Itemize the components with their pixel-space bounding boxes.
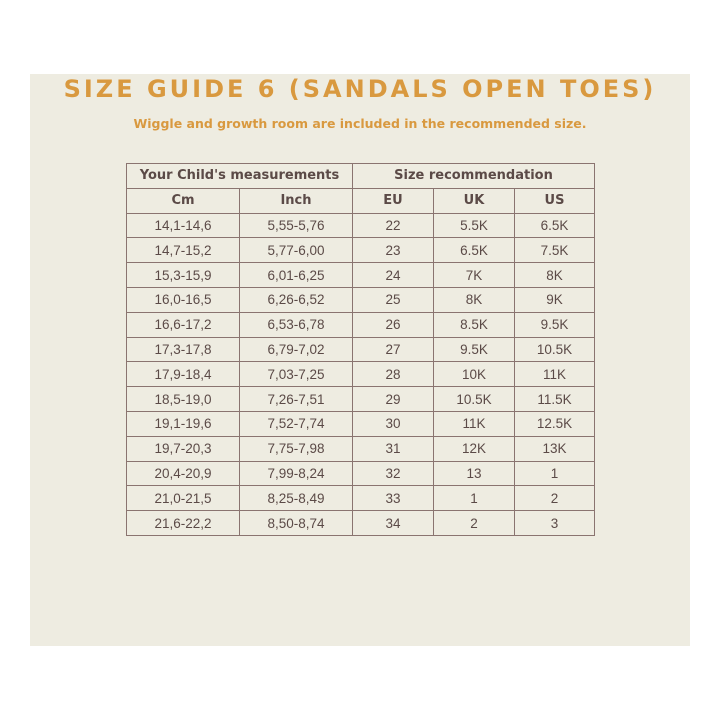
cell-inch: 8,25-8,49 [240, 486, 353, 511]
size-table-body [127, 213, 595, 535]
cell-eu: 25 [353, 287, 434, 312]
cell-us: 9K [515, 287, 595, 312]
cell-eu: 23 [353, 238, 434, 263]
cell-cm: 14,1-14,6 [127, 213, 240, 238]
cell-cm: 21,6-22,2 [127, 511, 240, 536]
cell-us: 11K [515, 362, 595, 387]
column-header-row [127, 188, 595, 213]
cell-us: 8K [515, 263, 595, 288]
cell-uk: 1 [434, 486, 515, 511]
table-row [127, 213, 595, 238]
table-row [127, 486, 595, 511]
cell-us: 3 [515, 511, 595, 536]
cell-cm: 17,3-17,8 [127, 337, 240, 362]
cell-eu: 22 [353, 213, 434, 238]
group-header-size-recommendation: Size recommendation [353, 164, 595, 189]
column-header-uk: UK [434, 188, 515, 213]
cell-inch: 6,79-7,02 [240, 337, 353, 362]
cell-inch: 6,01-6,25 [240, 263, 353, 288]
column-header-us: US [515, 188, 595, 213]
table-row [127, 287, 595, 312]
table-row [127, 436, 595, 461]
cell-us: 10.5K [515, 337, 595, 362]
cell-uk: 8.5K [434, 312, 515, 337]
cell-uk: 6.5K [434, 238, 515, 263]
table-row [127, 461, 595, 486]
cell-inch: 7,03-7,25 [240, 362, 353, 387]
cell-us: 7.5K [515, 238, 595, 263]
page-title: SIZE GUIDE 6 (SANDALS OPEN TOES) [63, 75, 657, 103]
cell-uk: 10K [434, 362, 515, 387]
cell-eu: 28 [353, 362, 434, 387]
cell-inch: 7,75-7,98 [240, 436, 353, 461]
cell-cm: 19,7-20,3 [127, 436, 240, 461]
cell-inch: 6,26-6,52 [240, 287, 353, 312]
cell-us: 13K [515, 436, 595, 461]
table-row [127, 387, 595, 412]
table-row [127, 362, 595, 387]
cell-inch: 7,52-7,74 [240, 411, 353, 436]
cell-eu: 29 [353, 387, 434, 412]
group-header-measurements: Your Child's measurements [127, 164, 353, 189]
cell-eu: 24 [353, 263, 434, 288]
cell-inch: 7,26-7,51 [240, 387, 353, 412]
cell-cm: 20,4-20,9 [127, 461, 240, 486]
cell-inch: 6,53-6,78 [240, 312, 353, 337]
column-header-eu: EU [353, 188, 434, 213]
cell-uk: 12K [434, 436, 515, 461]
cell-uk: 10.5K [434, 387, 515, 412]
cell-eu: 30 [353, 411, 434, 436]
column-header-cm: Cm [127, 188, 240, 213]
page-subtitle: Wiggle and growth room are included in the recommended size. [133, 116, 587, 131]
cell-cm: 21,0-21,5 [127, 486, 240, 511]
cell-inch: 5,55-5,76 [240, 213, 353, 238]
cell-eu: 26 [353, 312, 434, 337]
group-header-row [127, 164, 595, 189]
table-row [127, 312, 595, 337]
table-row [127, 238, 595, 263]
cell-us: 1 [515, 461, 595, 486]
cell-cm: 17,9-18,4 [127, 362, 240, 387]
cell-us: 9.5K [515, 312, 595, 337]
cell-us: 6.5K [515, 213, 595, 238]
cell-eu: 27 [353, 337, 434, 362]
table-row [127, 511, 595, 536]
cell-us: 12.5K [515, 411, 595, 436]
table-row [127, 263, 595, 288]
cell-us: 11.5K [515, 387, 595, 412]
cell-uk: 11K [434, 411, 515, 436]
cell-inch: 5,77-6,00 [240, 238, 353, 263]
cell-inch: 8,50-8,74 [240, 511, 353, 536]
cell-eu: 31 [353, 436, 434, 461]
cell-uk: 8K [434, 287, 515, 312]
cell-cm: 15,3-15,9 [127, 263, 240, 288]
cell-eu: 34 [353, 511, 434, 536]
cell-cm: 16,6-17,2 [127, 312, 240, 337]
cell-uk: 9.5K [434, 337, 515, 362]
size-table [126, 163, 595, 536]
cell-uk: 7K [434, 263, 515, 288]
cell-uk: 5.5K [434, 213, 515, 238]
cell-uk: 2 [434, 511, 515, 536]
cell-eu: 32 [353, 461, 434, 486]
column-header-inch: Inch [240, 188, 353, 213]
cell-cm: 19,1-19,6 [127, 411, 240, 436]
cell-uk: 13 [434, 461, 515, 486]
table-row [127, 337, 595, 362]
cell-us: 2 [515, 486, 595, 511]
cell-inch: 7,99-8,24 [240, 461, 353, 486]
cell-cm: 16,0-16,5 [127, 287, 240, 312]
cell-cm: 14,7-15,2 [127, 238, 240, 263]
cell-cm: 18,5-19,0 [127, 387, 240, 412]
table-row [127, 411, 595, 436]
cell-eu: 33 [353, 486, 434, 511]
